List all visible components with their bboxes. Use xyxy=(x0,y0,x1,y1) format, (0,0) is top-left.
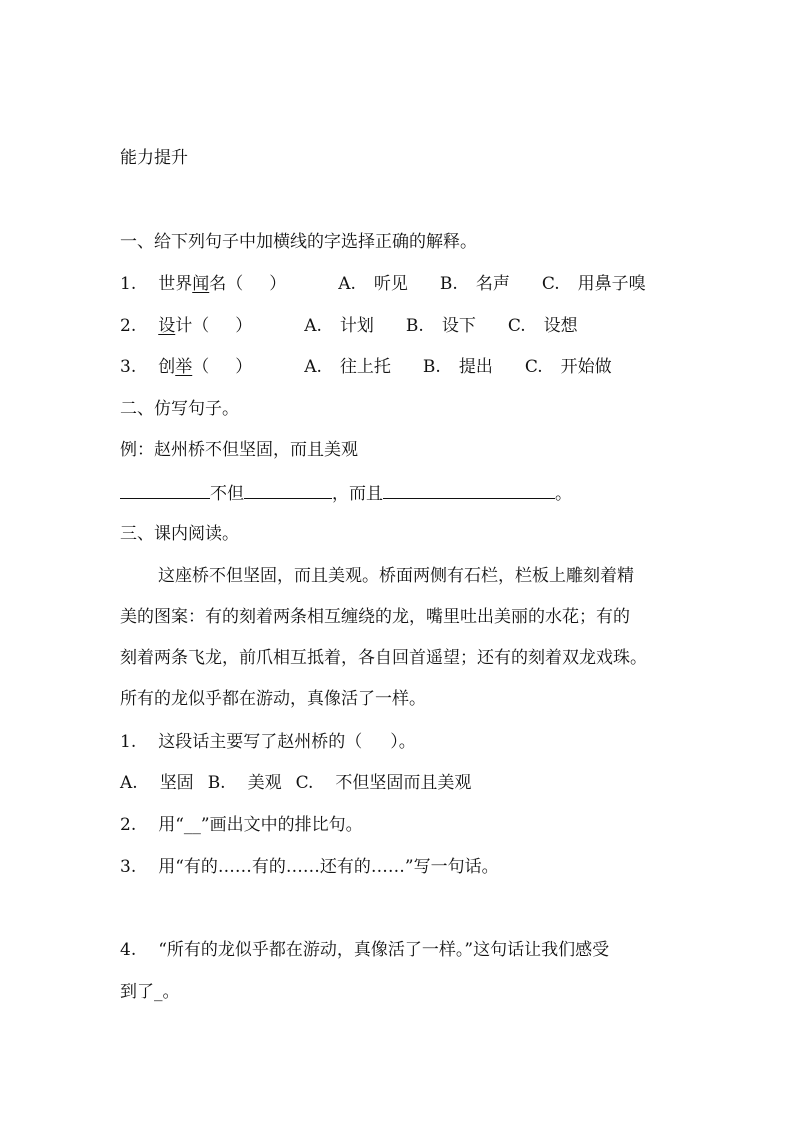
reading-question-4-cont: 到了_。 xyxy=(120,982,180,1002)
option-b-label: B. xyxy=(422,357,441,377)
section3-title: 三、课内阅读。 xyxy=(120,524,239,544)
reading-question-1 xyxy=(120,730,416,754)
imitation-frame xyxy=(120,480,572,506)
item-post: 计（ xyxy=(175,316,210,336)
reading-question-1-options xyxy=(120,771,471,795)
reading-passage xyxy=(120,556,680,720)
passage-line: 美的图案：有的刻着两条相互缠绕的龙，嘴里吐出美丽的水花；有的 xyxy=(120,607,630,627)
option-a-label: A. xyxy=(304,316,322,336)
option-c-text: 不但坚固而且美观 xyxy=(335,773,472,793)
reading-question-3 xyxy=(120,855,499,879)
paren-close: ） xyxy=(235,316,253,336)
option-c-label: C. xyxy=(524,357,543,377)
answer-blank[interactable] xyxy=(244,480,332,499)
item-pre: 世界 xyxy=(158,274,193,294)
frame-part2: ，而且 xyxy=(332,484,383,504)
question-number: 3. xyxy=(120,857,137,877)
answer-blank[interactable] xyxy=(383,480,555,499)
paren-close: ）。 xyxy=(390,732,416,752)
underlined-char: 设 xyxy=(158,316,176,336)
question-item xyxy=(120,272,646,296)
answer-blank[interactable] xyxy=(120,480,210,499)
section1-title: 一、给下列句子中加横线的字选择正确的解释。 xyxy=(120,232,477,252)
option-b-label: B. xyxy=(439,274,458,294)
option-a-text: 往上托 xyxy=(339,357,391,377)
option-a-label: A. xyxy=(304,357,322,377)
question-text: “所有的龙似乎都在游动，真像活了一样。”这句话让我们感受 xyxy=(158,940,610,960)
reading-question-4 xyxy=(120,938,609,962)
option-a-label: A. xyxy=(120,773,138,793)
passage-line: 刻着两条飞龙，前爪相互抵着，各自回首遥望；还有的刻着双龙戏珠。 xyxy=(120,648,647,668)
option-b-text: 提出 xyxy=(458,357,493,377)
option-c-label: C. xyxy=(507,316,526,336)
option-c-text: 开始做 xyxy=(560,357,612,377)
question-item xyxy=(120,314,578,338)
option-b-text: 名声 xyxy=(475,274,510,294)
option-c-label: C. xyxy=(295,773,314,793)
page-heading: 能力提升 xyxy=(120,148,188,168)
item-number: 3. xyxy=(120,357,137,377)
option-b-text: 设下 xyxy=(441,316,476,336)
example-sentence: 例：赵州桥不但坚固，而且美观 xyxy=(120,440,358,460)
option-c-text: 用鼻子嗅 xyxy=(577,274,646,294)
paren-close: ） xyxy=(269,274,287,294)
option-a-text: 听见 xyxy=(373,274,408,294)
option-a-label: A. xyxy=(338,274,356,294)
option-a-text: 计划 xyxy=(339,316,374,336)
option-b-label: B. xyxy=(207,773,226,793)
item-number: 2. xyxy=(120,316,137,336)
option-b-text: 美观 xyxy=(247,773,282,793)
question-text: 用“有的……有的……还有的……”写一句话。 xyxy=(158,857,499,877)
paren-close: ） xyxy=(235,357,253,377)
item-pre: 创 xyxy=(158,357,176,377)
reading-question-2 xyxy=(120,813,363,837)
frame-end: 。 xyxy=(555,484,572,504)
option-c-label: C. xyxy=(541,274,560,294)
item-number: 1. xyxy=(120,274,137,294)
option-b-label: B. xyxy=(405,316,424,336)
section2-title: 二、仿写句子。 xyxy=(120,399,239,419)
question-number: 4. xyxy=(120,940,137,960)
option-a-text: 坚固 xyxy=(159,773,194,793)
frame-part1: 不但 xyxy=(210,484,244,504)
item-post: （ xyxy=(192,357,210,377)
item-post: 名（ xyxy=(209,274,244,294)
passage-line: 所有的龙似乎都在游动，真像活了一样。 xyxy=(120,689,426,709)
underlined-char: 举 xyxy=(175,357,193,377)
question-number: 2. xyxy=(120,815,137,835)
question-number: 1. xyxy=(120,732,137,752)
underlined-char: 闻 xyxy=(192,274,210,294)
question-item xyxy=(120,355,612,379)
question-text: 用“__”画出文中的排比句。 xyxy=(158,815,363,835)
passage-line: 这座桥不但坚固，而且美观。桥面两侧有石栏，栏板上雕刻着精 xyxy=(158,566,634,586)
question-text: 这段话主要写了赵州桥的（ xyxy=(158,732,363,752)
option-c-text: 设想 xyxy=(543,316,578,336)
